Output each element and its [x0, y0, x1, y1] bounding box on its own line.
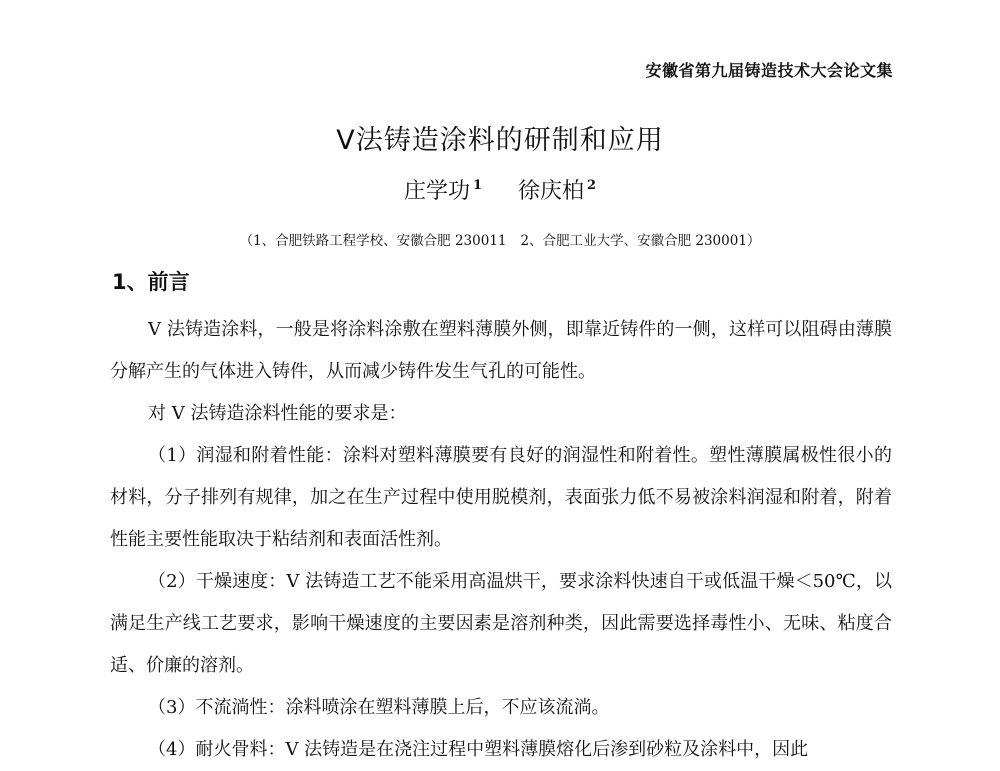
- paragraph: （1）润湿和附着性能：涂料对塑料薄膜要有良好的润湿性和附着性。塑性薄膜属极性很小的材料，分子排列有规律，加之在生产过程中使用脱模剂，表面张力低不易被涂料润湿和附着，附着性能主要性能取决于粘结剂和表面活性剂。: [110, 445, 892, 550]
- section-heading: 1、前言: [112, 270, 190, 294]
- affiliation-item: （1、合肥铁路工程学校、安徽合肥 230011: [239, 233, 507, 249]
- paragraph: （4）耐火骨料：V 法铸造是在浇注过程中塑料薄膜熔化后渗到砂粒及涂料中，因此: [148, 739, 809, 760]
- affiliation-line: [0, 229, 1000, 249]
- paragraph: V 法铸造涂料，一般是将涂料涂敷在塑料薄膜外侧，即靠近铸件的一侧，这样可以阻碍由薄膜分解产生的气体进入铸件，从而减少铸件发生气孔的可能性。: [110, 319, 892, 382]
- paragraph: 对 V 法铸造涂料性能的要求是：: [148, 403, 407, 424]
- author-name: 徐庆柏: [518, 179, 585, 204]
- paper-title: V法铸造涂料的研制和应用: [336, 125, 664, 156]
- body-text: [110, 309, 892, 771]
- paragraph: （2）干燥速度：V 法铸造工艺不能采用高温烘干，要求涂料快速自干或低温干燥＜50℃，以满足生产线工艺要求，影响干燥速度的主要因素是溶剂种类，因此需要选择毒性小、无味、粘度合适、价廉的溶剂。: [110, 571, 892, 676]
- author-affiliation-mark: 1: [472, 178, 482, 193]
- author-list: [0, 174, 1000, 205]
- author-name: 庄学功: [403, 179, 470, 204]
- affiliation-item: 2、合肥工业大学、安徽合肥 230001）: [520, 233, 761, 249]
- running-header: 安徽省第九届铸造技术大会论文集: [645, 61, 893, 80]
- author-affiliation-mark: 2: [587, 178, 597, 193]
- paragraph: （3）不流淌性：涂料喷涂在塑料薄膜上后，不应该流淌。: [148, 697, 610, 718]
